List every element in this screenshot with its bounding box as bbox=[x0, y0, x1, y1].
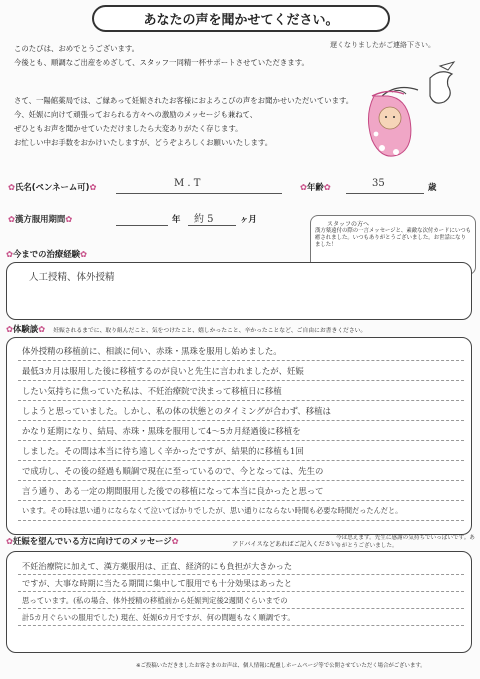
page-title: あなたの声を聞かせてください。 bbox=[92, 5, 390, 32]
message-line: 思っています。(私の場合、体外授精の移植前から妊娠判定後2週間ぐらいまでの bbox=[18, 592, 464, 609]
intro-line: ぜひともお声を聞かせていただけましたら大変ありがたく存じます。 bbox=[14, 124, 243, 133]
experience-line: かなり延期になり、結局、赤珠・黒珠を服用して4～5カ月経過後に移植を bbox=[18, 421, 464, 441]
period-month-unit: ヶ月 bbox=[240, 214, 257, 224]
handwritten-top-note: 遅くなりましたがご連絡下さい。 bbox=[330, 41, 435, 49]
experience-instruction: 妊娠されるまでに、取り組んだこと、気をつけたこと、嬉しかったこと、辛かったことなど、ご自由にお書きください。 bbox=[53, 327, 367, 334]
treatment-answer: 人工授精、体外授精 bbox=[29, 272, 115, 283]
period-month-line bbox=[188, 225, 236, 226]
name-field-value: M . T bbox=[174, 178, 201, 189]
name-field-label: ✿氏名(ペンネーム可)✿ bbox=[8, 182, 97, 192]
advice-instruction: アドバイスなどあればご記入ください。 bbox=[232, 541, 344, 548]
intro-line: このたびは、おめでとうございます。 bbox=[14, 44, 140, 53]
intro-line: さて、一陽館薬局では、ご縁あって妊娠されたお客様におよろこびの声をお聞かせいただいています。 bbox=[14, 96, 354, 105]
period-year-unit: 年 bbox=[172, 214, 181, 224]
age-field-label: ✿年齢✿ bbox=[300, 182, 331, 192]
intro-line: 今、妊娠に向けて頑張っておられる方々への激励のメッセージも兼ねて、 bbox=[14, 110, 258, 119]
treatment-section-header: ✿今までの治療経験✿ bbox=[6, 249, 88, 259]
experience-line: 体外授精の移植前に、相談に伺い、赤珠・黒珠を服用し始めました。 bbox=[18, 341, 464, 361]
period-field-value: 約 5 bbox=[194, 214, 214, 225]
treatment-answer-box bbox=[6, 262, 472, 320]
staff-message-tag: スタッフの方へ bbox=[327, 221, 370, 228]
experience-line: で成功し、その後の経過も順調で現在に至っているので、今となっては、先生の bbox=[18, 461, 464, 481]
age-unit: 歳 bbox=[428, 182, 437, 192]
age-field-line bbox=[346, 193, 424, 194]
experience-lines bbox=[18, 341, 464, 521]
experience-line: しました。その間は本当に待ち遠しく辛かったですが、結果的に移植も1回 bbox=[18, 441, 464, 461]
period-field-label: ✿漢方服用期間✿ bbox=[8, 214, 73, 224]
footer-note: ※ご投稿いただきましたお客さまのお声は、個人情報に配慮しホームページ等で公開させていただく場合がございます。 bbox=[136, 663, 426, 669]
experience-line: 最低3カ月は服用した後に移植するのが良いと先生に言われましたが、妊娠 bbox=[18, 361, 464, 381]
message-line: 不妊治療院に加えて、漢方薬服用は、正直、経済的にも負担が大きかった bbox=[18, 558, 464, 575]
message-section-header: ✿妊娠を望んでいる方に向けてのメッセージ✿ bbox=[6, 536, 179, 546]
age-field-value: 35 bbox=[372, 178, 385, 189]
message-lines bbox=[18, 558, 464, 626]
advice-handwritten-note: 今は思えます。先生に感謝の気持ちでいっぱいです。ありがとうございました。 bbox=[336, 535, 475, 549]
experience-line: しようと思っていました。しかし、私の体の状態とのタイミングが合わず、移植は bbox=[18, 401, 464, 421]
period-year-line bbox=[116, 225, 168, 226]
stork-illustration bbox=[352, 60, 462, 170]
experience-section-header: ✿体験談✿ 妊娠されるまでに、取り組んだこと、気をつけたこと、嬉しかったこと、辛かったことなど、ご自由にお書きください。 bbox=[6, 324, 367, 334]
experience-line: います。その時は思い通りにならなくて泣いてばかりでしたが、思い通りにならない時間も必要な時間だったんだと。 bbox=[18, 501, 464, 521]
intro-line: 今後とも、順調なご出産をめざして、スタッフ一同精一杯サポートさせていただきます。 bbox=[14, 58, 309, 67]
message-line: 計5カ月ぐらいの服用でした) 現在、妊娠6カ月ですが、何の問題もなく順調です。 bbox=[18, 609, 464, 626]
message-line: ですが、大事な時期に当たる期間に集中して服用でも十分効果はあったと bbox=[18, 575, 464, 592]
staff-message-text: 漢方薬遠付の際の一言メッセージと、素敵な次付カードにいつも癒されました。いつもありがとうございました。お世話になりました！ bbox=[315, 228, 472, 248]
intro-line: お忙しい中お手数をおかけいたしますが、どうぞよろしくお願いいたします。 bbox=[14, 138, 273, 147]
name-field-line bbox=[116, 193, 282, 194]
experience-line: 言う通り、ある一定の期間服用した後での移植になって本当に良かったと思って bbox=[18, 481, 464, 501]
experience-line: したい気持ちに焦っていた私は、不妊治療院で決まって移植日に移植 bbox=[18, 381, 464, 401]
